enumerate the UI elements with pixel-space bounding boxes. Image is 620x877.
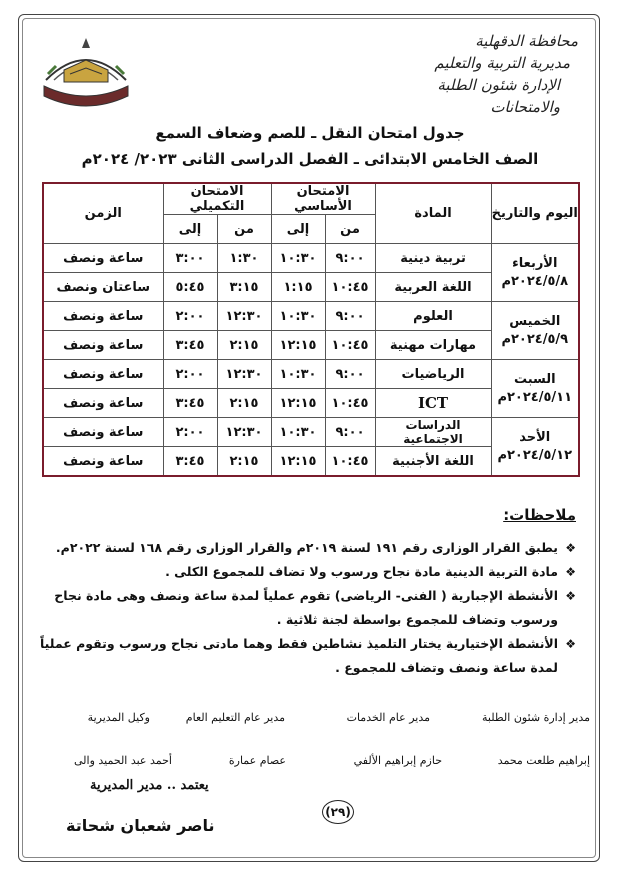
notes-list bbox=[36, 536, 576, 680]
subject-cell: الدراسات الاجتماعية bbox=[375, 418, 491, 447]
day-name: الأربعاء bbox=[512, 255, 558, 271]
day-date: ٢٠٢٤/٥/١٢م bbox=[497, 447, 573, 463]
day-cell bbox=[491, 244, 579, 302]
supp-to-cell: ٢:٠٠ bbox=[163, 302, 217, 331]
page-subtitle: الصف الخامس الابتدائى ـ الفصل الدراسى الثانى ٢٠٢٣/ ٢٠٢٤م bbox=[81, 150, 539, 168]
day-name: السبت bbox=[513, 371, 556, 387]
supp-to-cell: ٢:٠٠ bbox=[163, 360, 217, 389]
header-supp-from: من bbox=[217, 215, 271, 244]
duration-cell: ساعة ونصف bbox=[43, 331, 163, 360]
table-header-row bbox=[43, 183, 579, 215]
table-row bbox=[43, 418, 579, 447]
header-line-directorate: مديرية التربية والتعليم bbox=[434, 54, 570, 72]
basic-from-cell: ٩:٠٠ bbox=[325, 360, 375, 389]
signature-title: مدير عام الخدمات bbox=[346, 711, 430, 724]
supp-to-cell: ٣:٠٠ bbox=[163, 244, 217, 273]
supp-from-cell: ١٢:٣٠ bbox=[217, 302, 271, 331]
subject-cell: تربية دينية bbox=[375, 244, 491, 273]
supp-from-cell: ٢:١٥ bbox=[217, 331, 271, 360]
list-item bbox=[36, 536, 576, 560]
basic-to-cell: ١٢:١٥ bbox=[271, 389, 325, 418]
notes-title: ملاحظات: bbox=[503, 506, 576, 524]
note-text: مادة التربية الدينية مادة نجاح ورسوب ولا تضاف للمجموع الكلى . bbox=[165, 564, 558, 579]
supp-to-cell: ٥:٤٥ bbox=[163, 273, 217, 302]
subject-cell: مهارات مهنية bbox=[375, 331, 491, 360]
exam-schedule-table bbox=[42, 182, 580, 477]
diamond-bullet-icon: ❖ bbox=[565, 637, 576, 651]
diamond-bullet-icon: ❖ bbox=[565, 589, 576, 603]
basic-from-cell: ٩:٠٠ bbox=[325, 302, 375, 331]
basic-from-cell: ٩:٠٠ bbox=[325, 418, 375, 447]
basic-from-cell: ١٠:٤٥ bbox=[325, 389, 375, 418]
header-line-governorate: محافظة الدقهلية bbox=[475, 32, 578, 50]
basic-to-cell: ١٠:٣٠ bbox=[271, 418, 325, 447]
duration-cell: ساعة ونصف bbox=[43, 244, 163, 273]
day-cell bbox=[491, 418, 579, 477]
supp-from-cell: ١٢:٣٠ bbox=[217, 418, 271, 447]
signature-title: مدير عام التعليم العام bbox=[185, 711, 285, 724]
director-name: ناصر شعبان شحاتة bbox=[66, 816, 215, 835]
header-supp-to: إلى bbox=[163, 215, 217, 244]
supp-from-cell: ٢:١٥ bbox=[217, 389, 271, 418]
diamond-bullet-icon: ❖ bbox=[565, 565, 576, 579]
diamond-bullet-icon: ❖ bbox=[565, 541, 576, 555]
supp-from-cell: ١:٣٠ bbox=[217, 244, 271, 273]
basic-from-cell: ١٠:٤٥ bbox=[325, 331, 375, 360]
note-text: الأنشطة الإختيارية يختار التلميذ نشاطين فقط وهما مادتى نجاح ورسوب وتقوم عملياً لمدة ساعة ونصف وتضاف للمجموع . bbox=[39, 636, 558, 675]
day-cell bbox=[491, 360, 579, 418]
day-date: ٢٠٢٤/٥/١١م bbox=[497, 389, 573, 405]
day-date: ٢٠٢٤/٥/٨م bbox=[501, 273, 569, 289]
header-day-date: اليوم والتاريخ bbox=[491, 183, 579, 244]
list-item bbox=[36, 560, 576, 584]
page-title: جدول امتحان النقل ـ للصم وضعاف السمع bbox=[155, 124, 465, 142]
note-text: الأنشطة الإجبارية ( الفنى- الرياضى) تقوم عملياً لمدة ساعة ونصف وهى مادة نجاح ورسوب وتضاف للمجموع بواسطة لجنة ثلاثية . bbox=[54, 588, 558, 627]
header-directorate-lines bbox=[368, 30, 578, 118]
table-row bbox=[43, 360, 579, 389]
table-row bbox=[43, 244, 579, 273]
supp-to-cell: ٣:٤٥ bbox=[163, 447, 217, 477]
signature-name: عصام عمارة bbox=[228, 754, 286, 767]
header-line-administration: الإدارة شئون الطلبة والامتحانات bbox=[437, 76, 560, 116]
header-duration: الزمن bbox=[43, 183, 163, 244]
header-basic-exam: الامتحان الأساسي bbox=[271, 183, 375, 215]
supp-from-cell: ٣:١٥ bbox=[217, 273, 271, 302]
duration-cell: ساعتان ونصف bbox=[43, 273, 163, 302]
basic-to-cell: ١:١٥ bbox=[271, 273, 325, 302]
duration-cell: ساعة ونصف bbox=[43, 360, 163, 389]
duration-cell: ساعة ونصف bbox=[43, 447, 163, 477]
supp-to-cell: ٢:٠٠ bbox=[163, 418, 217, 447]
list-item bbox=[36, 584, 576, 632]
subject-cell: اللغة العربية bbox=[375, 273, 491, 302]
header-basic-to: إلى bbox=[271, 215, 325, 244]
supp-to-cell: ٣:٤٥ bbox=[163, 331, 217, 360]
list-item bbox=[36, 632, 576, 680]
supp-from-cell: ٢:١٥ bbox=[217, 447, 271, 477]
signature-name: حازم إبراهيم الألفي bbox=[353, 754, 442, 767]
signature-name: إبراهيم طلعت محمد bbox=[497, 754, 590, 767]
duration-cell: ساعة ونصف bbox=[43, 418, 163, 447]
basic-from-cell: ١٠:٤٥ bbox=[325, 447, 375, 477]
approval-label: يعتمد .. مدير المديرية bbox=[90, 778, 209, 793]
basic-to-cell: ١٢:١٥ bbox=[271, 331, 325, 360]
day-name: الخميس bbox=[509, 313, 561, 329]
basic-from-cell: ١٠:٤٥ bbox=[325, 273, 375, 302]
supp-to-cell: ٣:٤٥ bbox=[163, 389, 217, 418]
signature-title: مدير إدارة شئون الطلبة bbox=[482, 711, 590, 724]
signature-name: أحمد عبد الحميد والى bbox=[74, 754, 172, 767]
subject-cell: اللغة الأجنبية bbox=[375, 447, 491, 477]
subject-cell: العلوم bbox=[375, 302, 491, 331]
note-text: يطبق القرار الوزارى رقم ١٩١ لسنة ٢٠١٩م والقرار الوزارى رقم ١٦٨ لسنة ٢٠٢٢م. bbox=[55, 540, 558, 555]
day-name: الأحد bbox=[519, 429, 551, 445]
table-row bbox=[43, 302, 579, 331]
basic-from-cell: ٩:٠٠ bbox=[325, 244, 375, 273]
basic-to-cell: ١٠:٣٠ bbox=[271, 244, 325, 273]
day-date: ٢٠٢٤/٥/٩م bbox=[501, 331, 569, 347]
signature-title: وكيل المديرية bbox=[87, 711, 150, 724]
basic-to-cell: ١٠:٣٠ bbox=[271, 360, 325, 389]
basic-to-cell: ١٠:٣٠ bbox=[271, 302, 325, 331]
subject-cell: الرياضيات bbox=[375, 360, 491, 389]
directorate-logo bbox=[36, 30, 136, 114]
header-basic-from: من bbox=[325, 215, 375, 244]
subject-cell: ICT bbox=[375, 389, 491, 418]
duration-cell: ساعة ونصف bbox=[43, 389, 163, 418]
header-subject: المادة bbox=[375, 183, 491, 244]
page-number: (٢٩) bbox=[322, 800, 354, 824]
basic-to-cell: ١٢:١٥ bbox=[271, 447, 325, 477]
day-cell bbox=[491, 302, 579, 360]
duration-cell: ساعة ونصف bbox=[43, 302, 163, 331]
supp-from-cell: ١٢:٣٠ bbox=[217, 360, 271, 389]
header-supplementary-exam: الامتحان التكميلي bbox=[163, 183, 271, 215]
